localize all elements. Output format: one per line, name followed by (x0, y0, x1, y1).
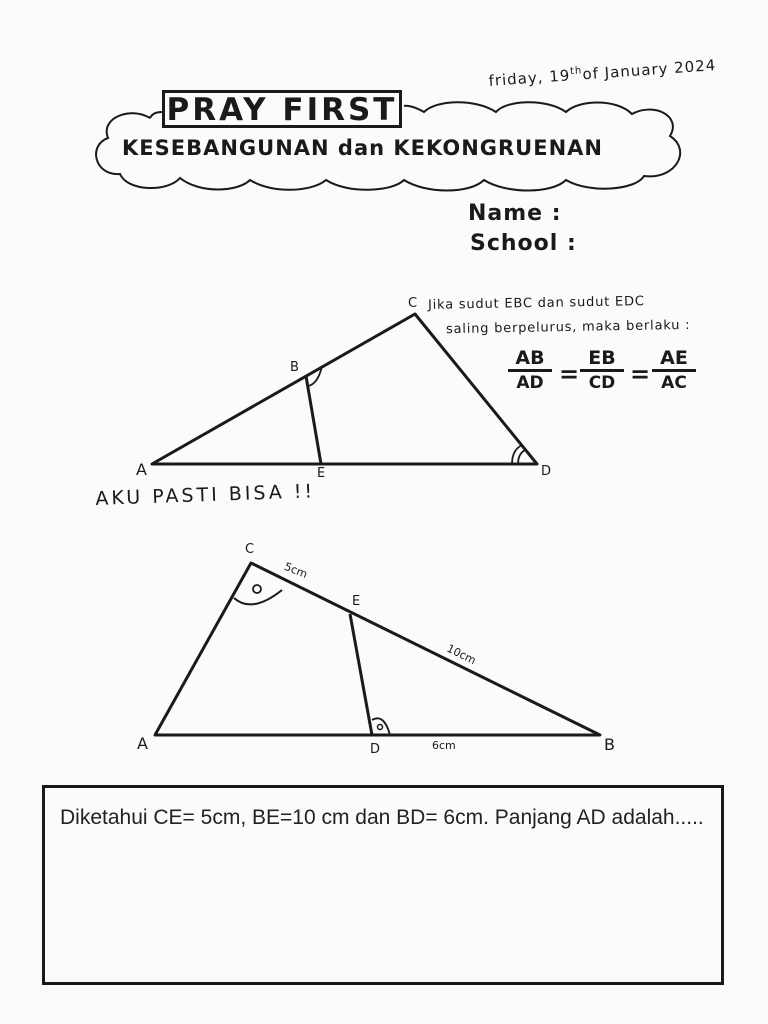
equals-sign-2: = (630, 360, 651, 388)
fig2-label-d: D (370, 742, 381, 757)
segment-ed (350, 614, 372, 735)
page-title: PRAY FIRST (166, 92, 398, 128)
fig2-label-c: C (245, 542, 255, 557)
angle-dot-c (253, 585, 261, 593)
motto-text: AKU PASTI BISA !! (95, 480, 316, 510)
ratio-ab-ad (508, 348, 552, 394)
triangle-abc (155, 563, 600, 735)
angle-dot-d (378, 725, 383, 730)
ratio-2-denominator: CD (588, 373, 616, 393)
date-main: friday, 19 (488, 66, 571, 90)
date-rest: of January 2024 (581, 56, 717, 84)
question-text: Diketahui CE= 5cm, BE=10 cm dan BD= 6cm. Panjang AD adalah..... (60, 806, 704, 829)
ratio-3-denominator: AC (661, 373, 687, 393)
length-ce-label: 5cm (282, 560, 310, 581)
theorem-note-line-1: Jika sudut EBC dan sudut EDC (427, 294, 645, 313)
name-field-label: Name : (468, 201, 562, 226)
fig1-label-a: A (136, 460, 147, 479)
school-field-label: School : (470, 231, 577, 256)
ratio-ae-ac (652, 348, 696, 394)
triangle-figure-2 (0, 520, 768, 780)
fig1-label-e: E (317, 466, 326, 481)
fig2-label-a: A (137, 734, 148, 753)
ratio-2-numerator: EB (580, 348, 624, 372)
fig2-label-b: B (604, 735, 615, 754)
page-subtitle: KESEBANGUNAN dan KEKONGRUENAN (122, 136, 603, 160)
date-suffix: th (569, 65, 583, 78)
ratio-1-denominator: AD (516, 373, 544, 393)
ratio-eb-cd (580, 348, 624, 394)
equals-sign-1: = (559, 360, 580, 388)
angle-mark-d (372, 718, 390, 735)
fig1-label-d: D (541, 464, 552, 479)
fig2-label-e: E (352, 594, 361, 609)
ratio-3-numerator: AE (652, 348, 696, 372)
theorem-note-line-2: saling berpelurus, maka berlaku : (445, 317, 691, 338)
length-eb-label: 10cm (444, 641, 479, 668)
angle-mark-d-inner (518, 450, 525, 464)
fig1-label-c: C (408, 296, 418, 311)
fig1-label-b: B (290, 360, 299, 375)
length-db-label: 6cm (432, 739, 456, 752)
segment-be (306, 376, 321, 464)
ratio-1-numerator: AB (508, 348, 552, 372)
